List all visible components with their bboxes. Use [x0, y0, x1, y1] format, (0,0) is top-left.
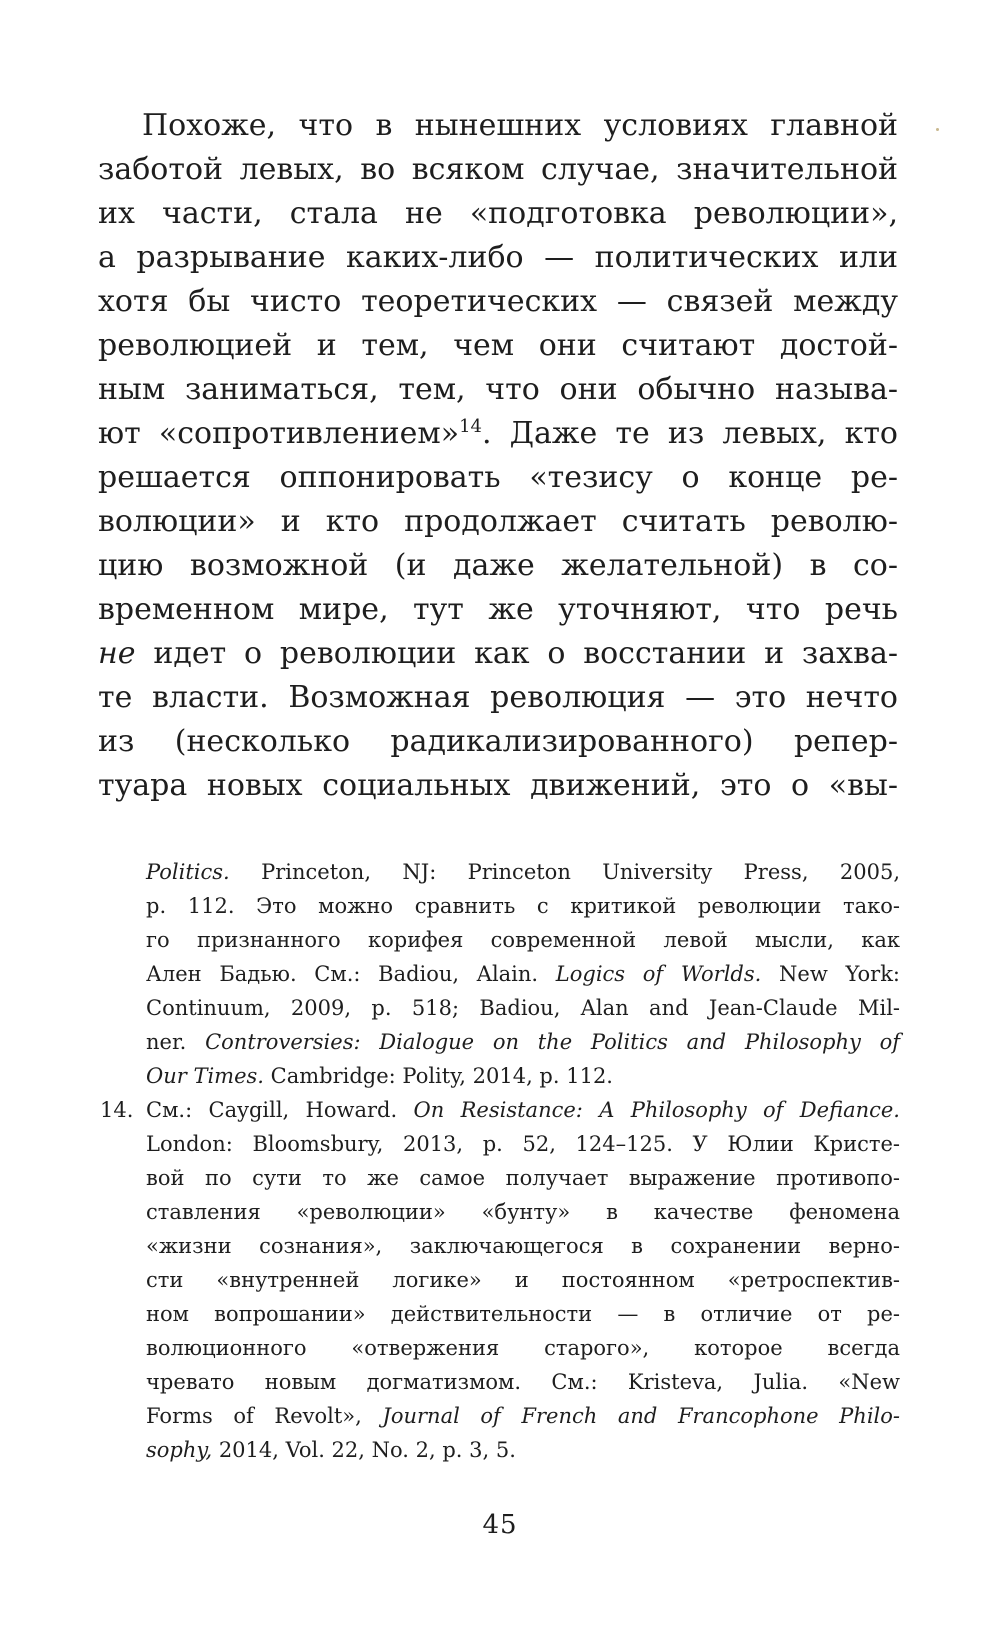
footnote-line: волюционного «отвержения старого», которое всегда	[146, 1336, 900, 1360]
main-line: из (несколько радикализированного) репер-	[98, 724, 898, 759]
footnote-line: Ален Бадью. См.: Badiou, Alain. Logics of Worlds. New York:	[146, 962, 900, 986]
main-line: ным заниматься, тем, что они обычно называ-	[98, 372, 898, 407]
main-line: временном мире, тут же уточняют, что речь	[98, 592, 898, 627]
footnote-line: вой по сути то же самое получает выражение противопо-	[146, 1166, 900, 1190]
footnote-line: го признанного корифея современной левой мысли, как	[146, 928, 900, 952]
footnote-line: чревато новым догматизмом. См.: Kristeva, Julia. «New	[146, 1370, 900, 1394]
footnotes	[100, 855, 900, 1467]
main-line: ют «сопротивлением»$^{14}$. Даже те из левых, кто	[98, 416, 898, 451]
footnote-line: Our Times. Cambridge: Polity, 2014, p. 112.	[146, 1064, 613, 1088]
page-number: 45	[482, 1510, 518, 1540]
main-line: Похоже, что в нынешних условиях главной	[142, 108, 898, 143]
main-line: цию возможной (и даже желательной) в со-	[98, 548, 898, 583]
main-line: те власти. Возможная революция — это нечто	[98, 680, 898, 715]
footnote-line: ставления «революции» «бунту» в качестве феномена	[146, 1200, 900, 1224]
main-line: волюции» и кто продолжает считать револю-	[98, 504, 898, 539]
main-line: хотя бы чисто теоретических — связей между	[98, 284, 898, 319]
main-text	[98, 104, 898, 808]
footnote-line: «жизни сознания», заключающегося в сохранении верно-	[146, 1234, 900, 1258]
footnote-line: ner. Controversies: Dialogue on the Politics and Philosophy of	[146, 1030, 900, 1054]
footnote-ref-14: 14	[459, 416, 482, 437]
footnote-line: Continuum, 2009, p. 518; Badiou, Alan and Jean-Claude Mil-	[146, 996, 900, 1020]
main-line: революцией и тем, чем они считают достой-	[98, 328, 898, 363]
main-line: туара новых социальных движений, это о «вы-	[98, 768, 898, 803]
main-line: не идет о революции как о восстании и захва-	[98, 636, 898, 671]
footnote-line: ном вопрошании» действительности — в отличие от ре-	[146, 1302, 900, 1326]
footnote-line: sophy, 2014, Vol. 22, No. 2, p. 3, 5.	[146, 1438, 516, 1462]
paper-speck	[936, 128, 939, 131]
main-line: а разрывание каких-либо — политических или	[98, 240, 898, 275]
main-line: заботой левых, во всяком случае, значительной	[98, 152, 898, 187]
footnote-line: London: Bloomsbury, 2013, p. 52, 124–125. У Юлии Кристе-	[146, 1132, 900, 1156]
footnote-line: p. 112. Это можно сравнить с критикой революции тако-	[146, 894, 900, 918]
footnote-line: Politics. Princeton, NJ: Princeton University Press, 2005,	[146, 860, 901, 884]
main-line: решается оппонировать «тезису о конце ре-	[98, 460, 898, 495]
footnote-14: 14. См.: Caygill, Howard. On Resistance: A Philosophy of Defiance.	[100, 1093, 900, 1127]
footnote-line: сти «внутренней логике» и постоянном «ретроспектив-	[146, 1268, 900, 1292]
main-line: их части, стала не «подготовка революции»,	[98, 196, 898, 231]
emphasis: не	[98, 636, 136, 671]
footnote-line: Forms of Revolt», Journal of French and Francophone Philo-	[146, 1404, 900, 1428]
footnote-number: 14.	[100, 1098, 134, 1122]
